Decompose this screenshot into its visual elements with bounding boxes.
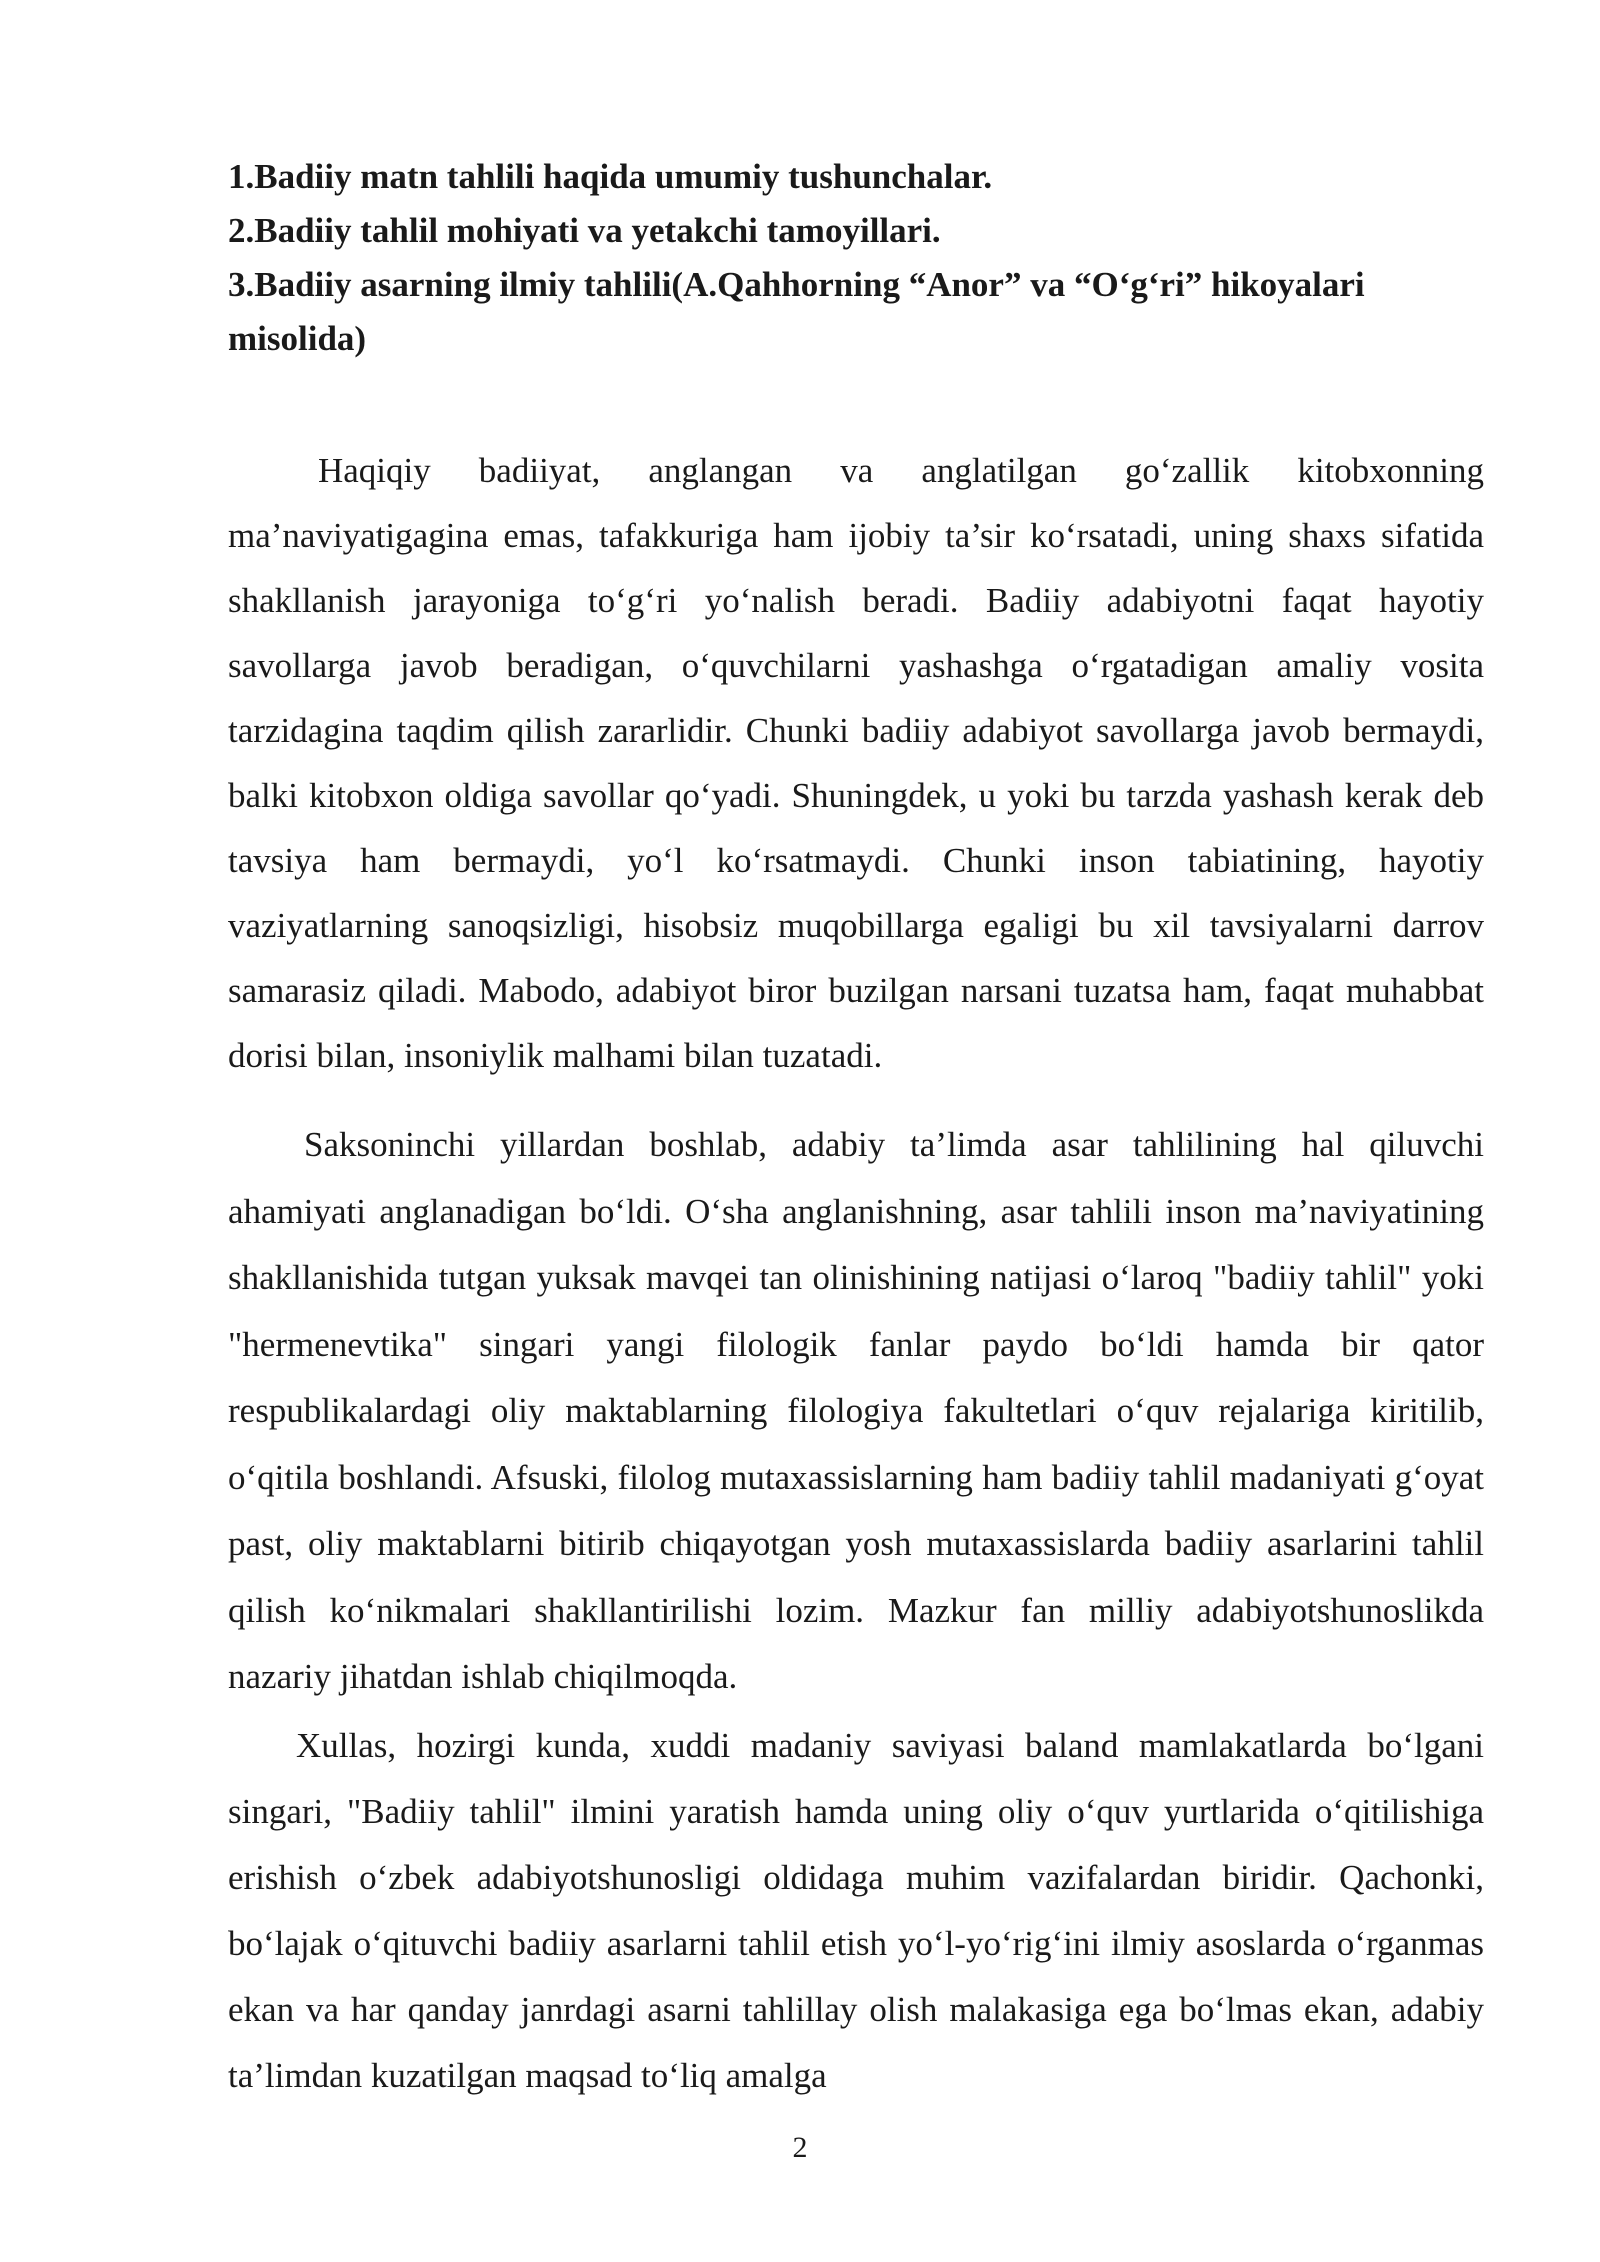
topic-list bbox=[228, 150, 1484, 366]
paragraph-2: Saksoninchi yillardan boshlab, adabiy ta’limda asar tahlilining hal qiluvchi ahamiyati anglanadigan bo‘ldi. O‘sha anglanishning, asar tahlili inson ma’naviyatining shakllanishida tutgan yuksak mavqei tan olinishining natijasi o‘laroq "badiiy tahlil" yoki "hermenevtika" singari yangi filologik fanlar paydo bo‘ldi hamda bir qator respublikalardagi oliy maktablarning filologiya fakultetlari o‘quv rejalariga kiritilib, o‘qitila boshlandi. Afsuski, filolog mutaxassislarning ham badiiy tahlil madaniyati g‘oyat past, oliy maktablarni bitirib chiqayotgan yosh mutaxassislarda badiiy asarlarini tahlil qilish ko‘nikmalari shakllantirilishi lozim. Mazkur fan milliy adabiyotshunoslikda nazariy jihatdan ishlab chiqilmoqda. bbox=[228, 1125, 1484, 1696]
topic-heading-1: 1.Badiiy matn tahlili haqida umumiy tushunchalar. bbox=[228, 157, 993, 196]
topic-heading-3: 3.Badiiy asarning ilmiy tahlili(A.Qahhorning “Anor” va “O‘g‘ri” hikoyalari misolida) bbox=[228, 265, 1365, 358]
page-number: 2 bbox=[792, 2131, 808, 2164]
document-page bbox=[228, 150, 1484, 2109]
paragraph-1: Haqiqiy badiiyat, anglangan va anglatilgan go‘zallik kitobxonning ma’naviyatigagina emas, tafakkuriga ham ijobiy ta’sir ko‘rsatadi, uning shaxs sifatida shakllanish jarayoniga to‘g‘ri yo‘nalish beradi. Badiiy adabiyotni faqat hayotiy savollarga javob beradigan, o‘quvchilarni yashashga o‘rgatadigan amaliy vosita tarzidagina taqdim qilish zararlidir. Chunki badiiy adabiyot savollarga javob bermaydi, balki kitobxon oldiga savollar qo‘yadi. Shuningdek, u yoki bu tarzda yashash kerak deb tavsiya ham bermaydi, yo‘l ko‘rsatmaydi. Chunki inson tabiatining, hayotiy vaziyatlarning sanoqsizligi, hisobsiz muqobillarga egaligi bu xil tavsiyalarni darrov samarasiz qiladi. Mabodo, adabiyot biror buzilgan narsani tuzatsa ham, faqat muhabbat dorisi bilan, insoniylik malhami bilan tuzatadi. bbox=[228, 451, 1484, 1075]
topic-heading-2: 2.Badiiy tahlil mohiyati va yetakchi tamoyillari. bbox=[228, 211, 941, 250]
paragraph-3: Xullas, hozirgi kunda, xuddi madaniy saviyasi baland mamlakatlarda bo‘lgani singari, "Badiiy tahlil" ilmini yaratish hamda uning oliy o‘quv yurtlarida o‘qitilishiga erishish o‘zbek adabiyotshunosligi oldidaga muhim vazifalardan biridir. Qachonki, bo‘lajak o‘qituvchi badiiy asarlarni tahlil etish yo‘l-yo‘rig‘ini ilmiy asoslarda o‘rganmas ekan va har qanday janrdagi asarni tahlillay olish malakasiga ega bo‘lmas ekan, adabiy ta’limdan kuzatilgan maqsad to‘liq amalga bbox=[228, 1725, 1484, 2095]
